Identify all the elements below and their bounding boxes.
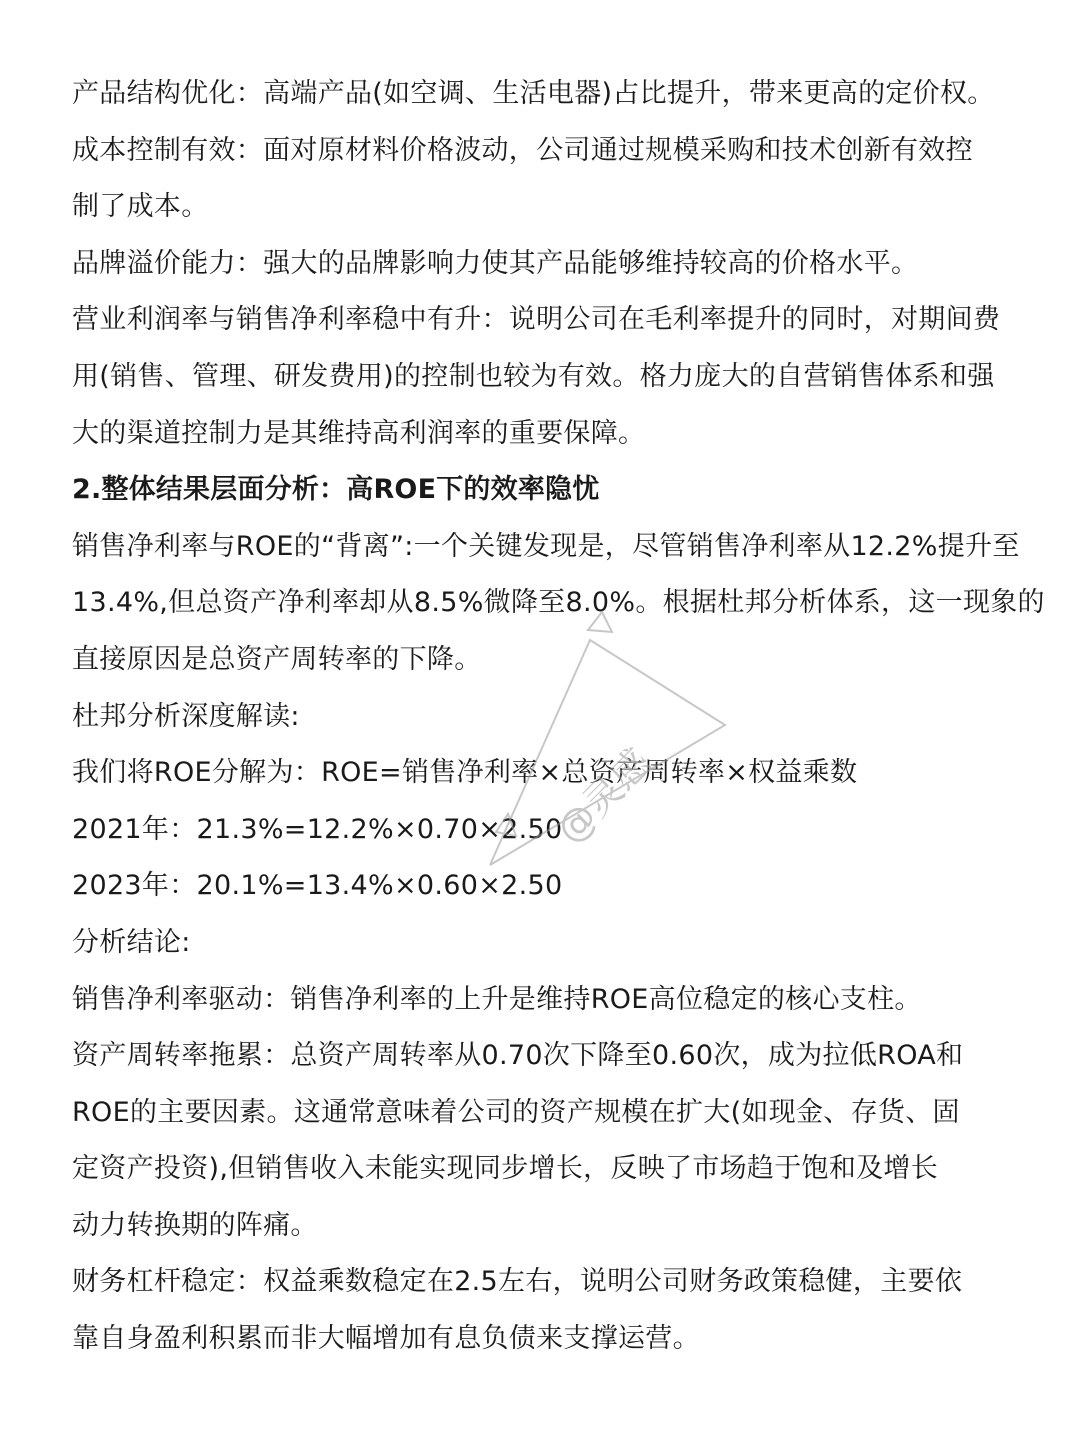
paragraph-line: 13.4%,但总资产净利率却从8.5%微降至8.0%。根据杜邦分析体系，这一现象的	[72, 587, 1045, 619]
paragraph-line: 直接原因是总资产周转率的下降。	[72, 643, 482, 675]
paragraph-line: 营业利润率与销售净利率稳中有升：说明公司在毛利率提升的同时，对期间费	[72, 304, 1001, 336]
section-heading: 2.整体结果层面分析：高ROE下的效率隐忧	[72, 474, 600, 506]
document-body	[72, 66, 1045, 1368]
paragraph-line: 财务杠杆稳定：权益乘数稳定在2.5左右，说明公司财务政策稳健，主要依	[72, 1266, 963, 1298]
paragraph-line: 制了成本。	[72, 191, 209, 223]
paragraph-line: 销售净利率驱动：销售净利率的上升是维持ROE高位稳定的核心支柱。	[72, 983, 922, 1015]
paragraph-line: 动力转换期的阵痛。	[72, 1209, 318, 1241]
paragraph-line: 分析结论:	[72, 926, 191, 958]
paragraph-line: 靠自身盈利积累而非大幅增加有息负债来支撑运营。	[72, 1323, 700, 1355]
paragraph-line: 大的渠道控制力是其维持高利润率的重要保障。	[72, 417, 646, 449]
formula-line-2021: 2021年：21.3%=12.2%×0.70×2.50	[72, 813, 563, 845]
formula-line: 我们将ROE分解为：ROE=销售净利率×总资产周转率×权益乘数	[72, 757, 858, 789]
paragraph-line: 杜邦分析深度解读:	[72, 700, 300, 732]
paragraph-line: 资产周转率拖累：总资产周转率从0.70次下降至0.60次，成为拉低ROA和	[72, 1040, 964, 1072]
paragraph-line: 销售净利率与ROE的“背离”:一个关键发现是，尽管销售净利率从12.2%提升至	[72, 530, 1020, 562]
paragraph-line: 品牌溢价能力：强大的品牌影响力使其产品能够维持较高的价格水平。	[72, 247, 919, 279]
watermark-text: @灵感	[547, 740, 660, 852]
paragraph-line: 定资产投资),但销售收入未能实现同步增长，反映了市场趋于饱和及增长	[72, 1153, 939, 1185]
formula-line-2023: 2023年：20.1%=13.4%×0.60×2.50	[72, 870, 563, 902]
paragraph-line: 产品结构优化：高端产品(如空调、生活电器)占比提升，带来更高的定价权。	[72, 78, 995, 109]
paragraph-line: 用(销售、管理、研发费用)的控制也较为有效。格力庞大的自营销售体系和强	[72, 360, 995, 392]
paragraph-line: ROE的主要因素。这通常意味着公司的资产规模在扩大(如现金、存货、固	[72, 1096, 960, 1128]
paragraph-line: 成本控制有效：面对原材料价格波动，公司通过规模采购和技术创新有效控	[72, 134, 973, 166]
